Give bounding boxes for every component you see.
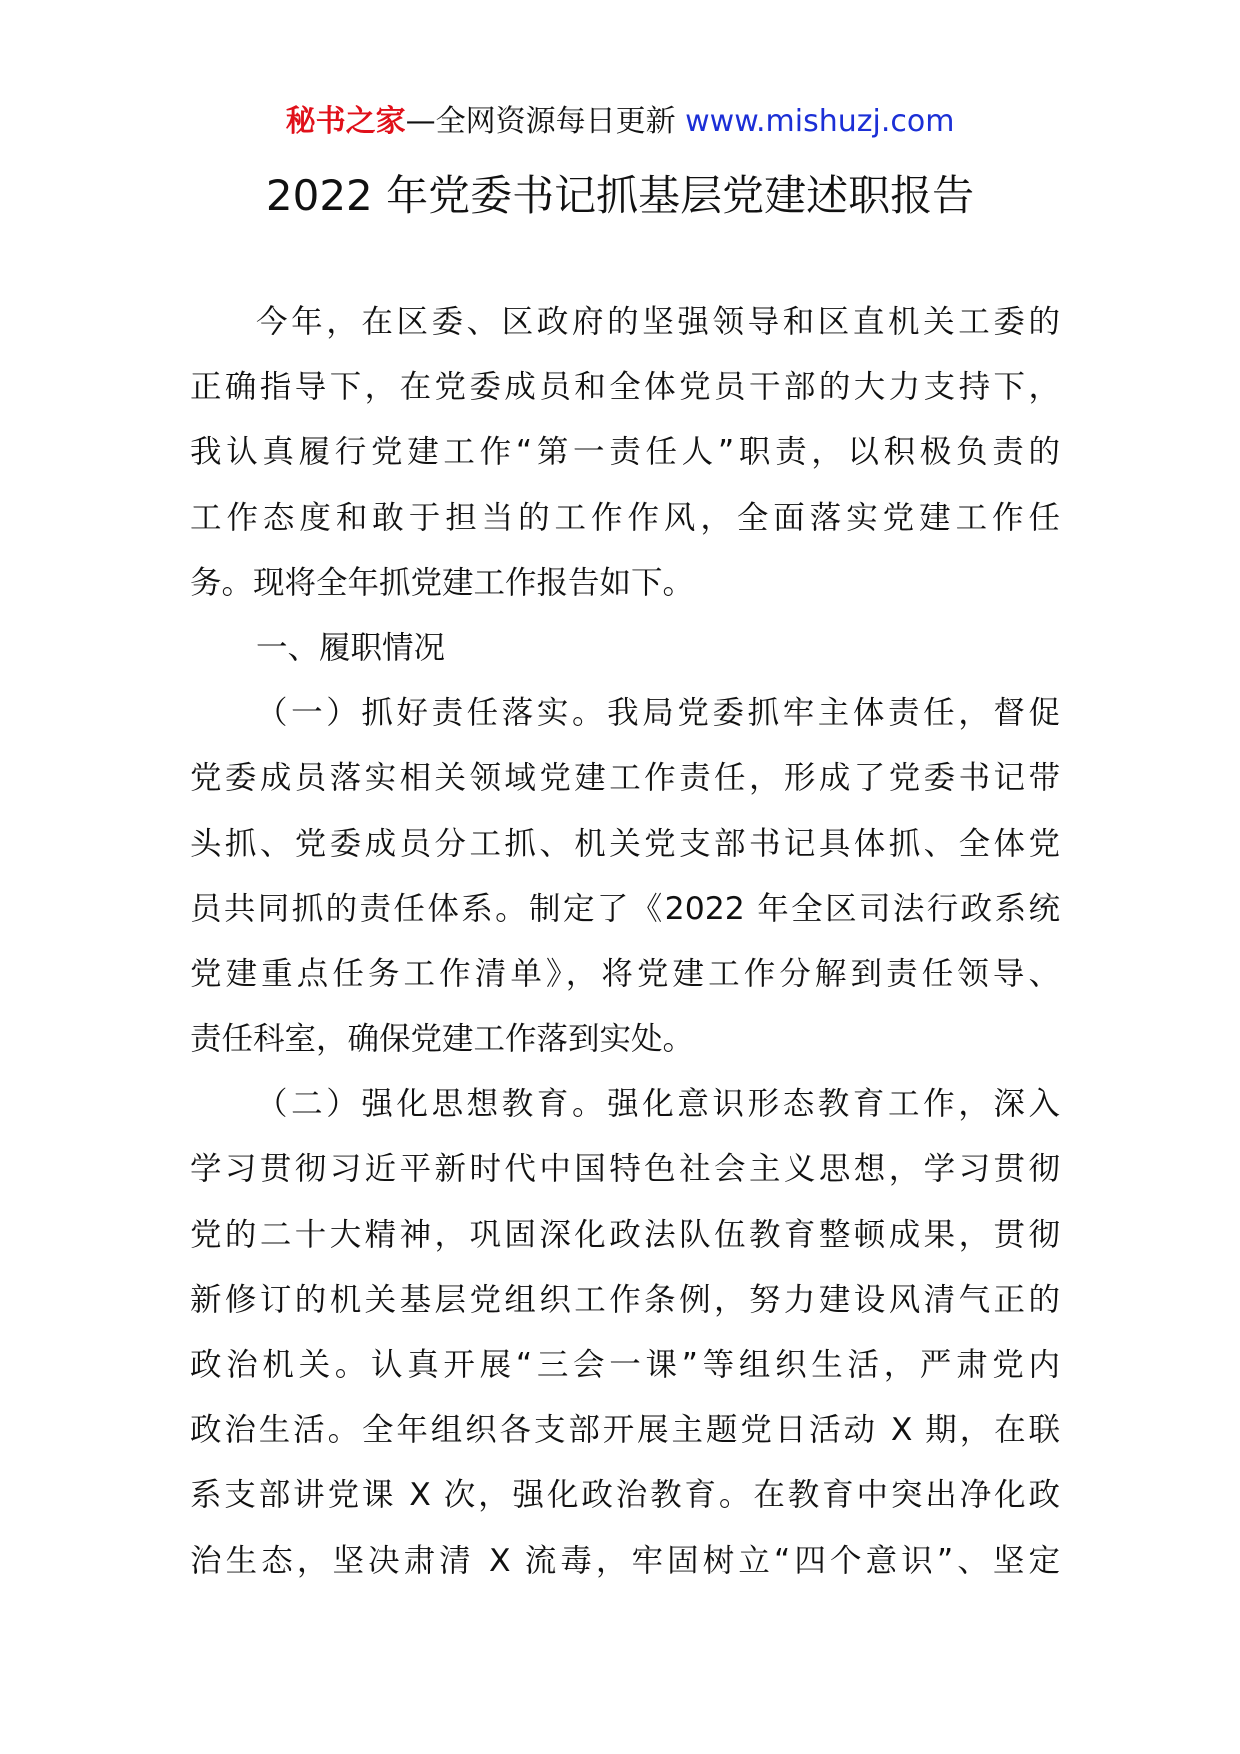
section-heading-1: 一、履职情况	[256, 629, 446, 666]
body-line-4: 工作态度和敢于担当的工作作风，全面落实党建工作任	[190, 499, 1060, 536]
brand-name: 秘书之家	[285, 104, 406, 139]
site-url-link[interactable]: www.mishuzj.com	[685, 104, 955, 139]
header-slogan: —全网资源每日更新	[405, 104, 686, 139]
body-line-10: 员共同抓的责任体系。制定了《2022 年全区司法行政系统	[190, 890, 1060, 927]
body-line-9: 头抓、党委成员分工抓、机关党支部书记具体抓、全体党	[190, 825, 1060, 862]
body-line-7: （一）抓好责任落实。我局党委抓牢主体责任，督促	[256, 695, 1060, 732]
body-line-19: 系支部讲党课 X 次，强化政治教育。在教育中突出净化政	[190, 1477, 1060, 1514]
body-line-3: 我认真履行党建工作“第一责任人”职责，以积极负责的	[190, 434, 1060, 471]
document-body	[190, 290, 1060, 1594]
body-line-15: 党的二十大精神，巩固深化政法队伍教育整顿成果，贯彻	[190, 1216, 1060, 1253]
body-line-1: 今年，在区委、区政府的坚强领导和区直机关工委的	[256, 304, 1060, 340]
document-title: 2022 年党委书记抓基层党建述职报告	[265, 171, 975, 220]
body-line-2: 正确指导下，在党委成员和全体党员干部的大力支持下，	[190, 369, 1060, 406]
body-line-17: 政治机关。认真开展“三会一课”等组织生活，严肃党内	[190, 1347, 1060, 1383]
site-header	[0, 100, 1240, 144]
body-line-14: 学习贯彻习近平新时代中国特色社会主义思想，学习贯彻	[190, 1151, 1060, 1188]
body-line-8: 党委成员落实相关领域党建工作责任，形成了党委书记带	[190, 760, 1060, 797]
body-line-18: 政治生活。全年组织各支部开展主题党日活动 X 期，在联	[190, 1412, 1060, 1449]
body-line-20: 治生态，坚决肃清 X 流毒，牢固树立“四个意识”、坚定	[190, 1542, 1060, 1579]
body-line-5: 务。现将全年抓党建工作报告如下。	[190, 564, 695, 601]
body-line-16: 新修订的机关基层党组织工作条例，努力建设风清气正的	[190, 1281, 1060, 1318]
body-line-11: 党建重点任务工作清单》，将党建工作分解到责任领导、	[190, 955, 1060, 992]
body-line-13: （二）强化思想教育。强化意识形态教育工作，深入	[256, 1086, 1060, 1123]
body-line-12: 责任科室，确保党建工作落到实处。	[190, 1021, 695, 1058]
